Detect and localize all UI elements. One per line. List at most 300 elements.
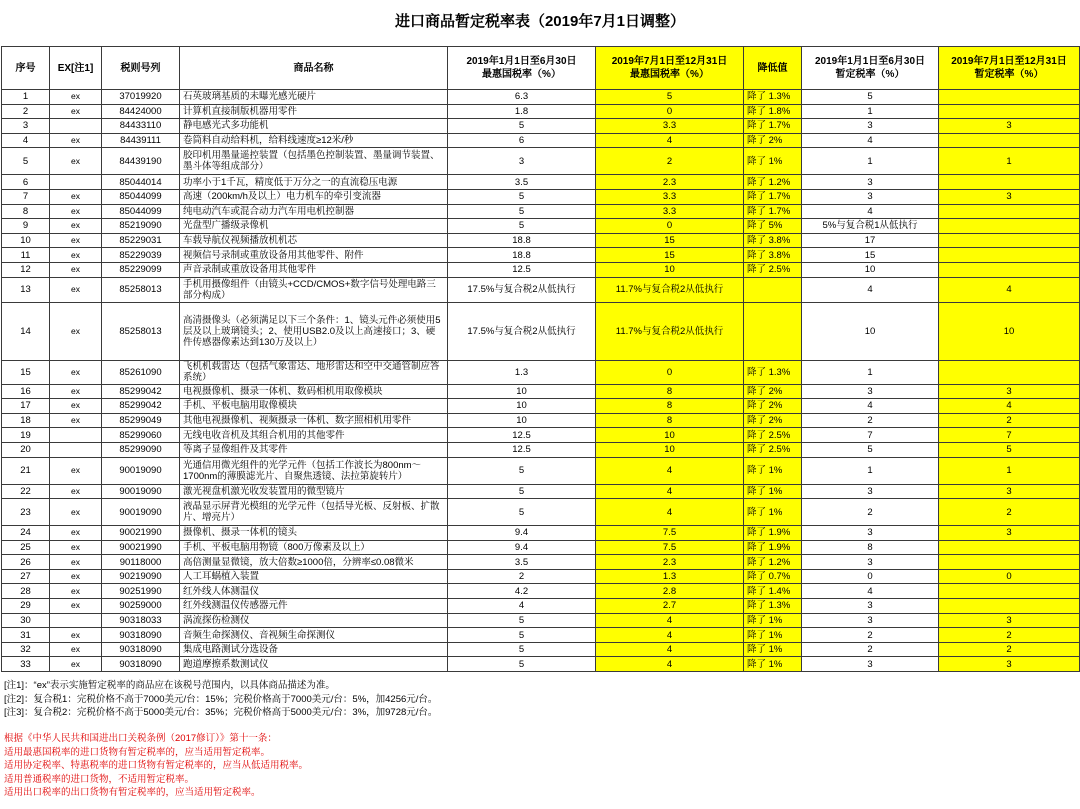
ex-flag-cell: ex	[50, 484, 102, 499]
mfn-rate-h1-cell: 5	[448, 457, 596, 484]
ex-flag-cell: ex	[50, 133, 102, 148]
row-number-cell: 17	[2, 399, 50, 414]
header-mfn-rate-h1	[448, 47, 596, 90]
table-row	[2, 499, 1080, 526]
provisional-rate-h1-cell: 5%与复合税1从低执行	[802, 219, 939, 234]
ex-flag-cell	[50, 428, 102, 443]
row-number-cell: 24	[2, 526, 50, 541]
provisional-rate-h1-cell: 3	[802, 599, 939, 614]
mfn-rate-h2-cell: 11.7%与复合税2从低执行	[596, 302, 744, 360]
regulation-line-4: 适用普通税率的进口货物，不适用暂定税率。	[4, 773, 195, 785]
tariff-code-cell: 85258013	[102, 302, 180, 360]
product-name-cell: 石英玻璃基质的未曝光感光硬片	[180, 90, 448, 105]
reduction-cell	[744, 277, 802, 302]
ex-flag-cell	[50, 119, 102, 134]
ex-flag-cell: ex	[50, 399, 102, 414]
row-number-cell: 21	[2, 457, 50, 484]
table-row	[2, 119, 1080, 134]
provisional-rate-h1-cell: 17	[802, 233, 939, 248]
reduction-cell: 降了 0.7%	[744, 569, 802, 584]
provisional-rate-h2-cell: 2	[939, 499, 1080, 526]
table-row	[2, 262, 1080, 277]
provisional-rate-h1-cell: 8	[802, 540, 939, 555]
reduction-cell	[744, 302, 802, 360]
tariff-code-cell: 90019090	[102, 484, 180, 499]
product-name-cell: 车载导航仪视频播放机机芯	[180, 233, 448, 248]
header-product-name: 商品名称	[180, 47, 448, 90]
row-number-cell: 23	[2, 499, 50, 526]
provisional-rate-h1-cell: 3	[802, 484, 939, 499]
table-row	[2, 584, 1080, 599]
header-provisional-rate-h2-period: 2019年7月1日至12月31日	[951, 56, 1067, 67]
ex-flag-cell: ex	[50, 384, 102, 399]
provisional-rate-h1-cell: 4	[802, 204, 939, 219]
ex-flag-cell: ex	[50, 413, 102, 428]
mfn-rate-h2-cell: 4	[596, 657, 744, 672]
ex-flag-cell: ex	[50, 104, 102, 119]
provisional-rate-h2-cell: 3	[939, 189, 1080, 204]
tariff-code-cell: 90118000	[102, 555, 180, 570]
ex-flag-cell: ex	[50, 204, 102, 219]
ex-flag-cell: ex	[50, 569, 102, 584]
product-name-cell: 电视摄像机、摄录一体机、数码相机用取像模块	[180, 384, 448, 399]
table-row	[2, 428, 1080, 443]
mfn-rate-h1-cell: 1.8	[448, 104, 596, 119]
reduction-cell: 降了 2%	[744, 413, 802, 428]
provisional-rate-h2-cell: 3	[939, 384, 1080, 399]
row-number-cell: 4	[2, 133, 50, 148]
row-number-cell: 14	[2, 302, 50, 360]
footnote-3: [注3]：复合税2：完税价格不高于5000美元/台：35%；完税价格高于5000美元/台：3%，加9728元/台。	[4, 707, 438, 718]
provisional-rate-h1-cell: 3	[802, 613, 939, 628]
product-name-cell: 液晶显示屏背光模组的光学元件（包括导光板、反射板、扩散片、增亮片）	[180, 499, 448, 526]
table-row	[2, 248, 1080, 263]
mfn-rate-h2-cell: 11.7%与复合税2从低执行	[596, 277, 744, 302]
table-row	[2, 484, 1080, 499]
table-row	[2, 204, 1080, 219]
ex-flag-cell: ex	[50, 540, 102, 555]
product-name-cell: 手机、平板电脑用取像模块	[180, 399, 448, 414]
table-row	[2, 277, 1080, 302]
header-ex-flag: EX[注1]	[50, 47, 102, 90]
ex-flag-cell: ex	[50, 628, 102, 643]
mfn-rate-h1-cell: 10	[448, 399, 596, 414]
reduction-cell: 降了 1.7%	[744, 204, 802, 219]
row-number-cell: 6	[2, 175, 50, 190]
row-number-cell: 2	[2, 104, 50, 119]
mfn-rate-h2-cell: 2.7	[596, 599, 744, 614]
reduction-cell: 降了 1.2%	[744, 175, 802, 190]
row-number-cell: 32	[2, 642, 50, 657]
reduction-cell: 降了 2%	[744, 384, 802, 399]
table-row	[2, 457, 1080, 484]
row-number-cell: 16	[2, 384, 50, 399]
mfn-rate-h1-cell: 4	[448, 599, 596, 614]
mfn-rate-h1-cell: 18.8	[448, 248, 596, 263]
product-name-cell: 计算机直接制版机器用零件	[180, 104, 448, 119]
row-number-cell: 13	[2, 277, 50, 302]
row-number-cell: 25	[2, 540, 50, 555]
reduction-cell: 降了 1%	[744, 484, 802, 499]
product-name-cell: 无线电收音机及其组合机用的其他零件	[180, 428, 448, 443]
reduction-cell: 降了 2.5%	[744, 262, 802, 277]
row-number-cell: 28	[2, 584, 50, 599]
tariff-code-cell: 90021990	[102, 540, 180, 555]
mfn-rate-h1-cell: 3.5	[448, 175, 596, 190]
tariff-code-cell: 37019920	[102, 90, 180, 105]
table-body	[2, 90, 1080, 672]
tariff-code-cell: 90251990	[102, 584, 180, 599]
mfn-rate-h1-cell: 3.5	[448, 555, 596, 570]
table-row	[2, 175, 1080, 190]
mfn-rate-h2-cell: 2	[596, 148, 744, 175]
header-provisional-rate-h1	[802, 47, 939, 90]
product-name-cell: 视频信号录制或重放设备用其他零件、附件	[180, 248, 448, 263]
row-number-cell: 10	[2, 233, 50, 248]
table-row	[2, 599, 1080, 614]
reduction-cell: 降了 1%	[744, 628, 802, 643]
header-mfn-rate-h2	[596, 47, 744, 90]
provisional-rate-h2-cell: 3	[939, 484, 1080, 499]
page-title: 进口商品暂定税率表（2019年7月1日调整）	[394, 13, 686, 30]
ex-flag-cell: ex	[50, 277, 102, 302]
product-name-cell: 红外线人体测温仪	[180, 584, 448, 599]
reduction-cell: 降了 1.3%	[744, 90, 802, 105]
tariff-code-cell: 85044099	[102, 204, 180, 219]
ex-flag-cell: ex	[50, 499, 102, 526]
provisional-rate-h1-cell: 4	[802, 133, 939, 148]
provisional-rate-h2-cell	[939, 540, 1080, 555]
tariff-code-cell: 90318090	[102, 628, 180, 643]
ex-flag-cell	[50, 175, 102, 190]
reduction-cell: 降了 1%	[744, 642, 802, 657]
mfn-rate-h1-cell: 2	[448, 569, 596, 584]
table-row	[2, 540, 1080, 555]
provisional-rate-h2-cell: 2	[939, 628, 1080, 643]
reduction-cell: 降了 1.2%	[744, 555, 802, 570]
table-row	[2, 219, 1080, 234]
mfn-rate-h1-cell: 5	[448, 628, 596, 643]
reduction-cell: 降了 1.3%	[744, 599, 802, 614]
mfn-rate-h2-cell: 5	[596, 90, 744, 105]
provisional-rate-h2-cell: 0	[939, 569, 1080, 584]
ex-flag-cell: ex	[50, 555, 102, 570]
row-number-cell: 20	[2, 442, 50, 457]
tariff-code-cell: 85299042	[102, 399, 180, 414]
table-row	[2, 642, 1080, 657]
tariff-code-cell: 90318033	[102, 613, 180, 628]
mfn-rate-h2-cell: 15	[596, 233, 744, 248]
product-name-cell: 静电感光式多功能机	[180, 119, 448, 134]
footnotes	[4, 679, 1074, 720]
reduction-cell: 降了 1.9%	[744, 540, 802, 555]
provisional-rate-h1-cell: 3	[802, 189, 939, 204]
mfn-rate-h1-cell: 5	[448, 642, 596, 657]
tariff-code-cell: 85044099	[102, 189, 180, 204]
mfn-rate-h1-cell: 17.5%与复合税2从低执行	[448, 277, 596, 302]
mfn-rate-h1-cell: 12.5	[448, 428, 596, 443]
provisional-rate-h1-cell: 1	[802, 104, 939, 119]
mfn-rate-h2-cell: 3.3	[596, 204, 744, 219]
row-number-cell: 8	[2, 204, 50, 219]
reduction-cell: 降了 1.9%	[744, 526, 802, 541]
provisional-rate-h2-cell: 2	[939, 413, 1080, 428]
tariff-code-cell: 85258013	[102, 277, 180, 302]
mfn-rate-h1-cell: 1.3	[448, 360, 596, 384]
regulation-excerpt	[4, 732, 1074, 800]
mfn-rate-h2-cell: 10	[596, 428, 744, 443]
table-row	[2, 302, 1080, 360]
mfn-rate-h1-cell: 12.5	[448, 262, 596, 277]
mfn-rate-h1-cell: 6	[448, 133, 596, 148]
provisional-rate-h2-cell: 7	[939, 428, 1080, 443]
regulation-line-3: 适用协定税率、特惠税率的进口货物有暂定税率的，应当从低适用税率。	[4, 760, 309, 771]
provisional-rate-h1-cell: 2	[802, 499, 939, 526]
tariff-code-cell: 90219090	[102, 569, 180, 584]
header-provisional-rate-h1-label: 暂定税率（%）	[835, 69, 905, 80]
provisional-rate-h2-cell: 3	[939, 119, 1080, 134]
mfn-rate-h2-cell: 1.3	[596, 569, 744, 584]
provisional-rate-h1-cell: 3	[802, 175, 939, 190]
ex-flag-cell: ex	[50, 599, 102, 614]
product-name-cell: 纯电动汽车或混合动力汽车用电机控制器	[180, 204, 448, 219]
provisional-rate-h2-cell: 3	[939, 613, 1080, 628]
provisional-rate-h1-cell: 3	[802, 526, 939, 541]
mfn-rate-h2-cell: 4	[596, 613, 744, 628]
mfn-rate-h2-cell: 2.8	[596, 584, 744, 599]
provisional-rate-h2-cell	[939, 584, 1080, 599]
ex-flag-cell: ex	[50, 219, 102, 234]
regulation-line-5: 适用出口税率的出口货物有暂定税率的，应当适用暂定税率。	[4, 787, 261, 798]
mfn-rate-h2-cell: 4	[596, 499, 744, 526]
mfn-rate-h1-cell: 17.5%与复合税2从低执行	[448, 302, 596, 360]
table-row	[2, 442, 1080, 457]
product-name-cell: 高清摄像头（必须满足以下三个条件：1、镜头元件必须使用5层及以上玻璃镜头；2、使用USB2.0及以上高速接口；3、硬件传感器像素达到130万及以上）	[180, 302, 448, 360]
provisional-rate-h2-cell: 1	[939, 148, 1080, 175]
provisional-rate-h2-cell	[939, 133, 1080, 148]
ex-flag-cell: ex	[50, 642, 102, 657]
row-number-cell: 12	[2, 262, 50, 277]
provisional-rate-h1-cell: 3	[802, 119, 939, 134]
row-number-cell: 3	[2, 119, 50, 134]
tariff-code-cell: 85299042	[102, 384, 180, 399]
header-provisional-rate-h1-period: 2019年1月1日至6月30日	[814, 56, 926, 67]
reduction-cell: 降了 1.3%	[744, 360, 802, 384]
ex-flag-cell: ex	[50, 248, 102, 263]
ex-flag-cell: ex	[50, 584, 102, 599]
mfn-rate-h2-cell: 8	[596, 413, 744, 428]
ex-flag-cell: ex	[50, 262, 102, 277]
reduction-cell: 降了 1.8%	[744, 104, 802, 119]
mfn-rate-h1-cell: 18.8	[448, 233, 596, 248]
ex-flag-cell: ex	[50, 90, 102, 105]
provisional-rate-h2-cell: 3	[939, 526, 1080, 541]
table-row	[2, 189, 1080, 204]
product-name-cell: 激光视盘机激光收发装置用的微型镜片	[180, 484, 448, 499]
mfn-rate-h1-cell: 5	[448, 119, 596, 134]
mfn-rate-h2-cell: 0	[596, 219, 744, 234]
tariff-code-cell: 85299090	[102, 442, 180, 457]
mfn-rate-h2-cell: 4	[596, 133, 744, 148]
product-name-cell: 跑道摩擦系数测试仪	[180, 657, 448, 672]
reduction-cell: 降了 1.4%	[744, 584, 802, 599]
mfn-rate-h1-cell: 6.3	[448, 90, 596, 105]
header-mfn-rate-h1-label: 最惠国税率（%）	[482, 69, 561, 80]
header-provisional-rate-h2-label: 暂定税率（%）	[974, 69, 1044, 80]
ex-flag-cell: ex	[50, 526, 102, 541]
mfn-rate-h1-cell: 5	[448, 189, 596, 204]
tariff-code-cell: 85261090	[102, 360, 180, 384]
header-row	[2, 47, 1080, 90]
reduction-cell: 降了 1.7%	[744, 119, 802, 134]
tariff-rate-table	[1, 46, 1080, 672]
row-number-cell: 33	[2, 657, 50, 672]
ex-flag-cell	[50, 442, 102, 457]
ex-flag-cell: ex	[50, 457, 102, 484]
table-row	[2, 233, 1080, 248]
header-provisional-rate-h2	[939, 47, 1080, 90]
reduction-cell: 降了 1%	[744, 148, 802, 175]
mfn-rate-h2-cell: 0	[596, 104, 744, 119]
mfn-rate-h2-cell: 4	[596, 642, 744, 657]
tariff-code-cell: 85229099	[102, 262, 180, 277]
row-number-cell: 29	[2, 599, 50, 614]
tariff-code-cell: 84439190	[102, 148, 180, 175]
reduction-cell: 降了 2%	[744, 399, 802, 414]
mfn-rate-h1-cell: 10	[448, 413, 596, 428]
provisional-rate-h1-cell: 0	[802, 569, 939, 584]
header-row-number: 序号	[2, 47, 50, 90]
mfn-rate-h2-cell: 4	[596, 484, 744, 499]
reduction-cell: 降了 1.7%	[744, 189, 802, 204]
provisional-rate-h2-cell	[939, 104, 1080, 119]
row-number-cell: 22	[2, 484, 50, 499]
reduction-cell: 降了 5%	[744, 219, 802, 234]
row-number-cell: 11	[2, 248, 50, 263]
provisional-rate-h1-cell: 2	[802, 628, 939, 643]
provisional-rate-h2-cell	[939, 599, 1080, 614]
ex-flag-cell: ex	[50, 233, 102, 248]
regulation-line-2: 适用最惠国税率的进口货物有暂定税率的，应当适用暂定税率。	[4, 746, 271, 758]
table-row	[2, 657, 1080, 672]
product-name-cell: 高速（200km/h及以上）电力机车的牵引变流器	[180, 189, 448, 204]
mfn-rate-h2-cell: 10	[596, 262, 744, 277]
product-name-cell: 声音录制或重放设备用其他零件	[180, 262, 448, 277]
product-name-cell: 集成电路测试分选设备	[180, 642, 448, 657]
tariff-code-cell: 84439111	[102, 133, 180, 148]
tariff-code-cell: 85229031	[102, 233, 180, 248]
product-name-cell: 音频生命探测仪、音视频生命探测仪	[180, 628, 448, 643]
table-row	[2, 613, 1080, 628]
product-name-cell: 卷筒料自动给料机，给料线速度≥12米/秒	[180, 133, 448, 148]
mfn-rate-h1-cell: 5	[448, 499, 596, 526]
mfn-rate-h2-cell: 15	[596, 248, 744, 263]
row-number-cell: 1	[2, 90, 50, 105]
product-name-cell: 涡流探伤检测仪	[180, 613, 448, 628]
tariff-code-cell: 85299060	[102, 428, 180, 443]
provisional-rate-h2-cell: 4	[939, 277, 1080, 302]
reduction-cell: 降了 1%	[744, 657, 802, 672]
ex-flag-cell: ex	[50, 148, 102, 175]
ex-flag-cell: ex	[50, 302, 102, 360]
mfn-rate-h1-cell: 5	[448, 204, 596, 219]
product-name-cell: 光通信用微光组件的光学元件（包括工作波长为800nm～1700nm的薄膜滤光片、自聚焦透镜、法拉第旋转片）	[180, 457, 448, 484]
mfn-rate-h2-cell: 2.3	[596, 175, 744, 190]
header-mfn-rate-h2-period: 2019年7月1日至12月31日	[611, 56, 728, 67]
provisional-rate-h2-cell	[939, 175, 1080, 190]
regulation-line-1: 根据《中华人民共和国进出口关税条例（2017修订）》第十一条：	[4, 733, 277, 744]
product-name-cell: 功率小于1千瓦，精度低于万分之一的直流稳压电源	[180, 175, 448, 190]
provisional-rate-h2-cell	[939, 360, 1080, 384]
provisional-rate-h2-cell: 1	[939, 457, 1080, 484]
footnote-2: [注2]：复合税1：完税价格不高于7000美元/台：15%；完税价格高于7000美元/台：5%，加4256元/台。	[4, 693, 438, 705]
ex-flag-cell	[50, 613, 102, 628]
product-name-cell: 手机、平板电脑用物镜（800万像素及以上）	[180, 540, 448, 555]
provisional-rate-h2-cell: 3	[939, 657, 1080, 672]
table-row	[2, 148, 1080, 175]
header-mfn-rate-h2-label: 最惠国税率（%）	[630, 69, 709, 80]
provisional-rate-h1-cell: 1	[802, 148, 939, 175]
mfn-rate-h1-cell: 10	[448, 384, 596, 399]
mfn-rate-h1-cell: 5	[448, 657, 596, 672]
reduction-cell: 降了 1%	[744, 613, 802, 628]
provisional-rate-h1-cell: 3	[802, 657, 939, 672]
provisional-rate-h1-cell: 1	[802, 457, 939, 484]
provisional-rate-h1-cell: 5	[802, 442, 939, 457]
tariff-code-cell: 85229039	[102, 248, 180, 263]
mfn-rate-h2-cell: 0	[596, 360, 744, 384]
provisional-rate-h2-cell: 2	[939, 642, 1080, 657]
provisional-rate-h2-cell: 5	[939, 442, 1080, 457]
reduction-cell: 降了 2.5%	[744, 428, 802, 443]
provisional-rate-h1-cell: 10	[802, 262, 939, 277]
mfn-rate-h1-cell: 5	[448, 219, 596, 234]
mfn-rate-h2-cell: 7.5	[596, 540, 744, 555]
row-number-cell: 31	[2, 628, 50, 643]
product-name-cell: 其他电视摄像机、视频摄录一体机、数字照相机用零件	[180, 413, 448, 428]
product-name-cell: 摄像机、摄录一体机的镜头	[180, 526, 448, 541]
ex-flag-cell: ex	[50, 360, 102, 384]
provisional-rate-h2-cell	[939, 233, 1080, 248]
product-name-cell: 飞机机载雷达（包括气象雷达、地形雷达和空中交通管制应答系统）	[180, 360, 448, 384]
table-row	[2, 360, 1080, 384]
provisional-rate-h1-cell: 4	[802, 277, 939, 302]
tariff-code-cell: 85044014	[102, 175, 180, 190]
product-name-cell: 手机用摄像组件（由镜头+CCD/CMOS+数字信号处理电路三部分构成）	[180, 277, 448, 302]
tariff-code-cell: 90019090	[102, 457, 180, 484]
provisional-rate-h1-cell: 2	[802, 413, 939, 428]
mfn-rate-h1-cell: 9.4	[448, 526, 596, 541]
footnote-1: [注1]：“ex”表示实施暂定税率的商品应在该税号范围内，以具体商品描述为准。	[4, 680, 335, 691]
table-row	[2, 384, 1080, 399]
table-row	[2, 104, 1080, 119]
mfn-rate-h1-cell: 5	[448, 613, 596, 628]
table-row	[2, 399, 1080, 414]
mfn-rate-h1-cell: 5	[448, 484, 596, 499]
tariff-code-cell: 85299049	[102, 413, 180, 428]
mfn-rate-h2-cell: 4	[596, 457, 744, 484]
reduction-cell: 降了 2.5%	[744, 442, 802, 457]
table-row	[2, 526, 1080, 541]
table-row	[2, 628, 1080, 643]
table-row	[2, 555, 1080, 570]
mfn-rate-h2-cell: 10	[596, 442, 744, 457]
product-name-cell: 红外线测温仪传感器元件	[180, 599, 448, 614]
provisional-rate-h1-cell: 7	[802, 428, 939, 443]
tariff-code-cell: 90019090	[102, 499, 180, 526]
provisional-rate-h1-cell: 1	[802, 360, 939, 384]
header-mfn-rate-h1-period: 2019年1月1日至6月30日	[466, 56, 577, 67]
